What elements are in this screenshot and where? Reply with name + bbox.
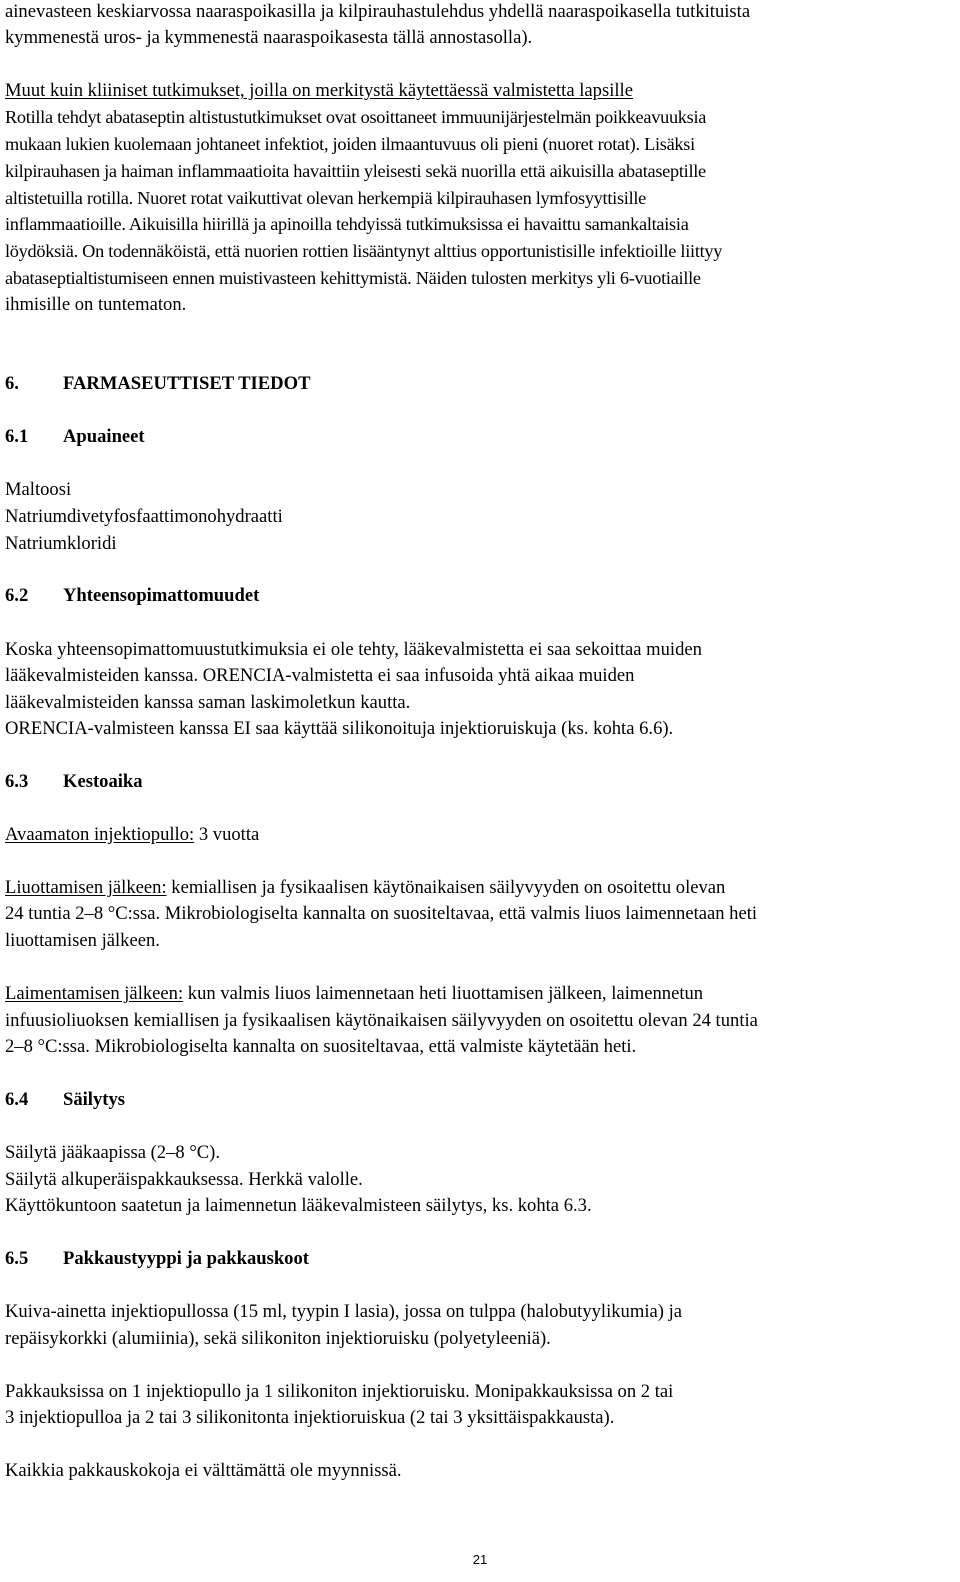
body-text-line: lääkevalmisteiden kanssa. ORENCIA-valmistetta ei saa infusoida yhtä aikaa muiden	[5, 665, 635, 686]
body-text-line: inflammaatioille. Aikuisilla hiirillä ja apinoilla tehdyissä tutkimuksissa ei havaittu samankaltaisia	[5, 214, 689, 234]
body-text-line: Koska yhteensopimattomuustutkimuksia ei ole tehty, lääkevalmistetta ei saa sekoittaa muiden	[5, 639, 702, 660]
shelf-life-reconstitution	[5, 879, 725, 898]
shelf-life-unopened-text: 3 vuotta	[194, 824, 260, 845]
shelf-life-reconstitution-label: Liuottamisen jälkeen:	[5, 877, 167, 898]
excipient-item: Natriumdivetyfosfaattimonohydraatti	[5, 506, 283, 527]
body-text-line: infuusioliuoksen kemiallisen ja fysikaalisen käytönaikaisen säilyvyyden on osoitettu olevan 24 tuntia	[5, 1010, 758, 1031]
body-text-line: altistetuilla rotilla. Nuoret rotat vaikuttivat olevan herkempiä kilpirauhasen lymfosyyttisille	[5, 188, 647, 208]
section-heading-6-3	[5, 773, 143, 792]
excipient-item: Natriumkloridi	[5, 533, 117, 554]
body-text-line: repäisykorkki (alumiinia), sekä silikoniton injektioruisku (polyetyleeniä).	[5, 1328, 551, 1349]
body-text-line: ainevasteen keskiarvossa naaraspoikasilla ja kilpirauhastulehdus yhdellä naaraspoikasella tutkituista	[5, 1, 751, 22]
body-text-line: Kuiva-ainetta injektiopullossa (15 ml, tyypin I lasia), jossa on tulppa (halobutyylikumia) ja	[5, 1301, 682, 1322]
storage-line: Käyttökuntoon saatetun ja laimennetun lääkevalmisteen säilytys, ks. kohta 6.3.	[5, 1195, 592, 1216]
section-title: Säilytys	[63, 1089, 125, 1110]
excipient-item: Maltoosi	[5, 479, 72, 500]
section-heading-6-2	[5, 587, 259, 606]
body-text-line: Pakkauksissa on 1 injektiopullo ja 1 silikoniton injektioruisku. Monipakkauksissa on 2 tai	[5, 1381, 674, 1402]
body-text-line: 2–8 °C:ssa. Mikrobiologiselta kannalta on suositeltavaa, että valmiste käytetään heti.	[5, 1036, 637, 1057]
body-text-line: ihmisille on tuntematon.	[5, 294, 187, 315]
body-text-line: mukaan lukien kuolemaan johtaneet infektiot, joiden ilmaantuvuus oli pieni (nuoret rotat). Lisäksi	[5, 134, 695, 154]
section-heading-6-4	[5, 1091, 125, 1110]
section-number: 6.3	[5, 771, 29, 792]
section-title: Apuaineet	[63, 426, 145, 447]
shelf-life-dilution	[5, 985, 703, 1004]
storage-line: Säilytä jääkaapissa (2–8 °C).	[5, 1142, 221, 1163]
section-number: 6.1	[5, 426, 29, 447]
storage-line: Säilytä alkuperäispakkauksessa. Herkkä valolle.	[5, 1169, 363, 1190]
body-text-line: abataseptialtistumiseen ennen muistivasteen kehittymistä. Näiden tulosten merkitys yli 6-vuotiaille	[5, 268, 701, 288]
section-heading-6	[5, 375, 310, 394]
section-number: 6.5	[5, 1248, 29, 1269]
shelf-life-reconstitution-text: kemiallisen ja fysikaalisen käytönaikaisen säilyvyyden on osoitettu olevan	[166, 877, 726, 898]
section-title: Pakkaustyyppi ja pakkauskoot	[63, 1248, 309, 1269]
section-number: 6.2	[5, 585, 29, 606]
body-text-line: liuottamisen jälkeen.	[5, 930, 160, 951]
body-text-line: ORENCIA-valmisteen kanssa EI saa käyttää silikonoituja injektioruiskuja (ks. kohta 6.6).	[5, 718, 674, 739]
shelf-life-dilution-label: Laimentamisen jälkeen:	[5, 983, 184, 1004]
section-number: 6.4	[5, 1089, 29, 1110]
section-heading-6-5	[5, 1250, 309, 1269]
subsection-heading-juvenile: Muut kuin kliiniset tutkimukset, joilla on merkitystä käytettäessä valmistetta lapsille	[5, 80, 633, 101]
body-text-line: Rotilla tehdyt abataseptin altistustutkimukset ovat osoittaneet immuunijärjestelmän poikkeavuuksia	[5, 107, 707, 127]
section-title: FARMASEUTTISET TIEDOT	[63, 373, 311, 394]
page-number: 21	[472, 1552, 488, 1567]
body-text-line: kymmenestä uros- ja kymmenestä naaraspoikasesta tällä annostasolla).	[5, 27, 533, 48]
body-text-line: löydöksiä. On todennäköistä, että nuorien rottien lisääntynyt alttius opportunistisille infektioille liittyy	[5, 241, 723, 261]
body-text-line: Kaikkia pakkauskokoja ei välttämättä ole myynnissä.	[5, 1460, 402, 1481]
shelf-life-unopened-label: Avaamaton injektiopullo:	[5, 824, 195, 845]
section-heading-6-1	[5, 428, 145, 447]
shelf-life-dilution-text: kun valmis liuos laimennetaan heti liuottamisen jälkeen, laimennetun	[183, 983, 704, 1004]
body-text-line: 24 tuntia 2–8 °C:ssa. Mikrobiologiselta kannalta on suositeltavaa, että valmis liuos laimennetaan heti	[5, 903, 758, 924]
body-text-line: 3 injektiopulloa ja 2 tai 3 silikonitonta injektioruiskua (2 tai 3 yksittäispakkausta).	[5, 1407, 615, 1428]
section-title: Yhteensopimattomuudet	[63, 585, 260, 606]
section-title: Kestoaika	[63, 771, 143, 792]
body-text-line: lääkevalmisteiden kanssa saman laskimoletkun kautta.	[5, 692, 411, 713]
shelf-life-unopened	[5, 826, 259, 845]
section-number: 6.	[5, 373, 19, 394]
body-text-line: kilpirauhasen ja haiman inflammaatioita havaittiin yleisesti sekä nuorilla että aikuisilla abataseptille	[5, 161, 706, 181]
